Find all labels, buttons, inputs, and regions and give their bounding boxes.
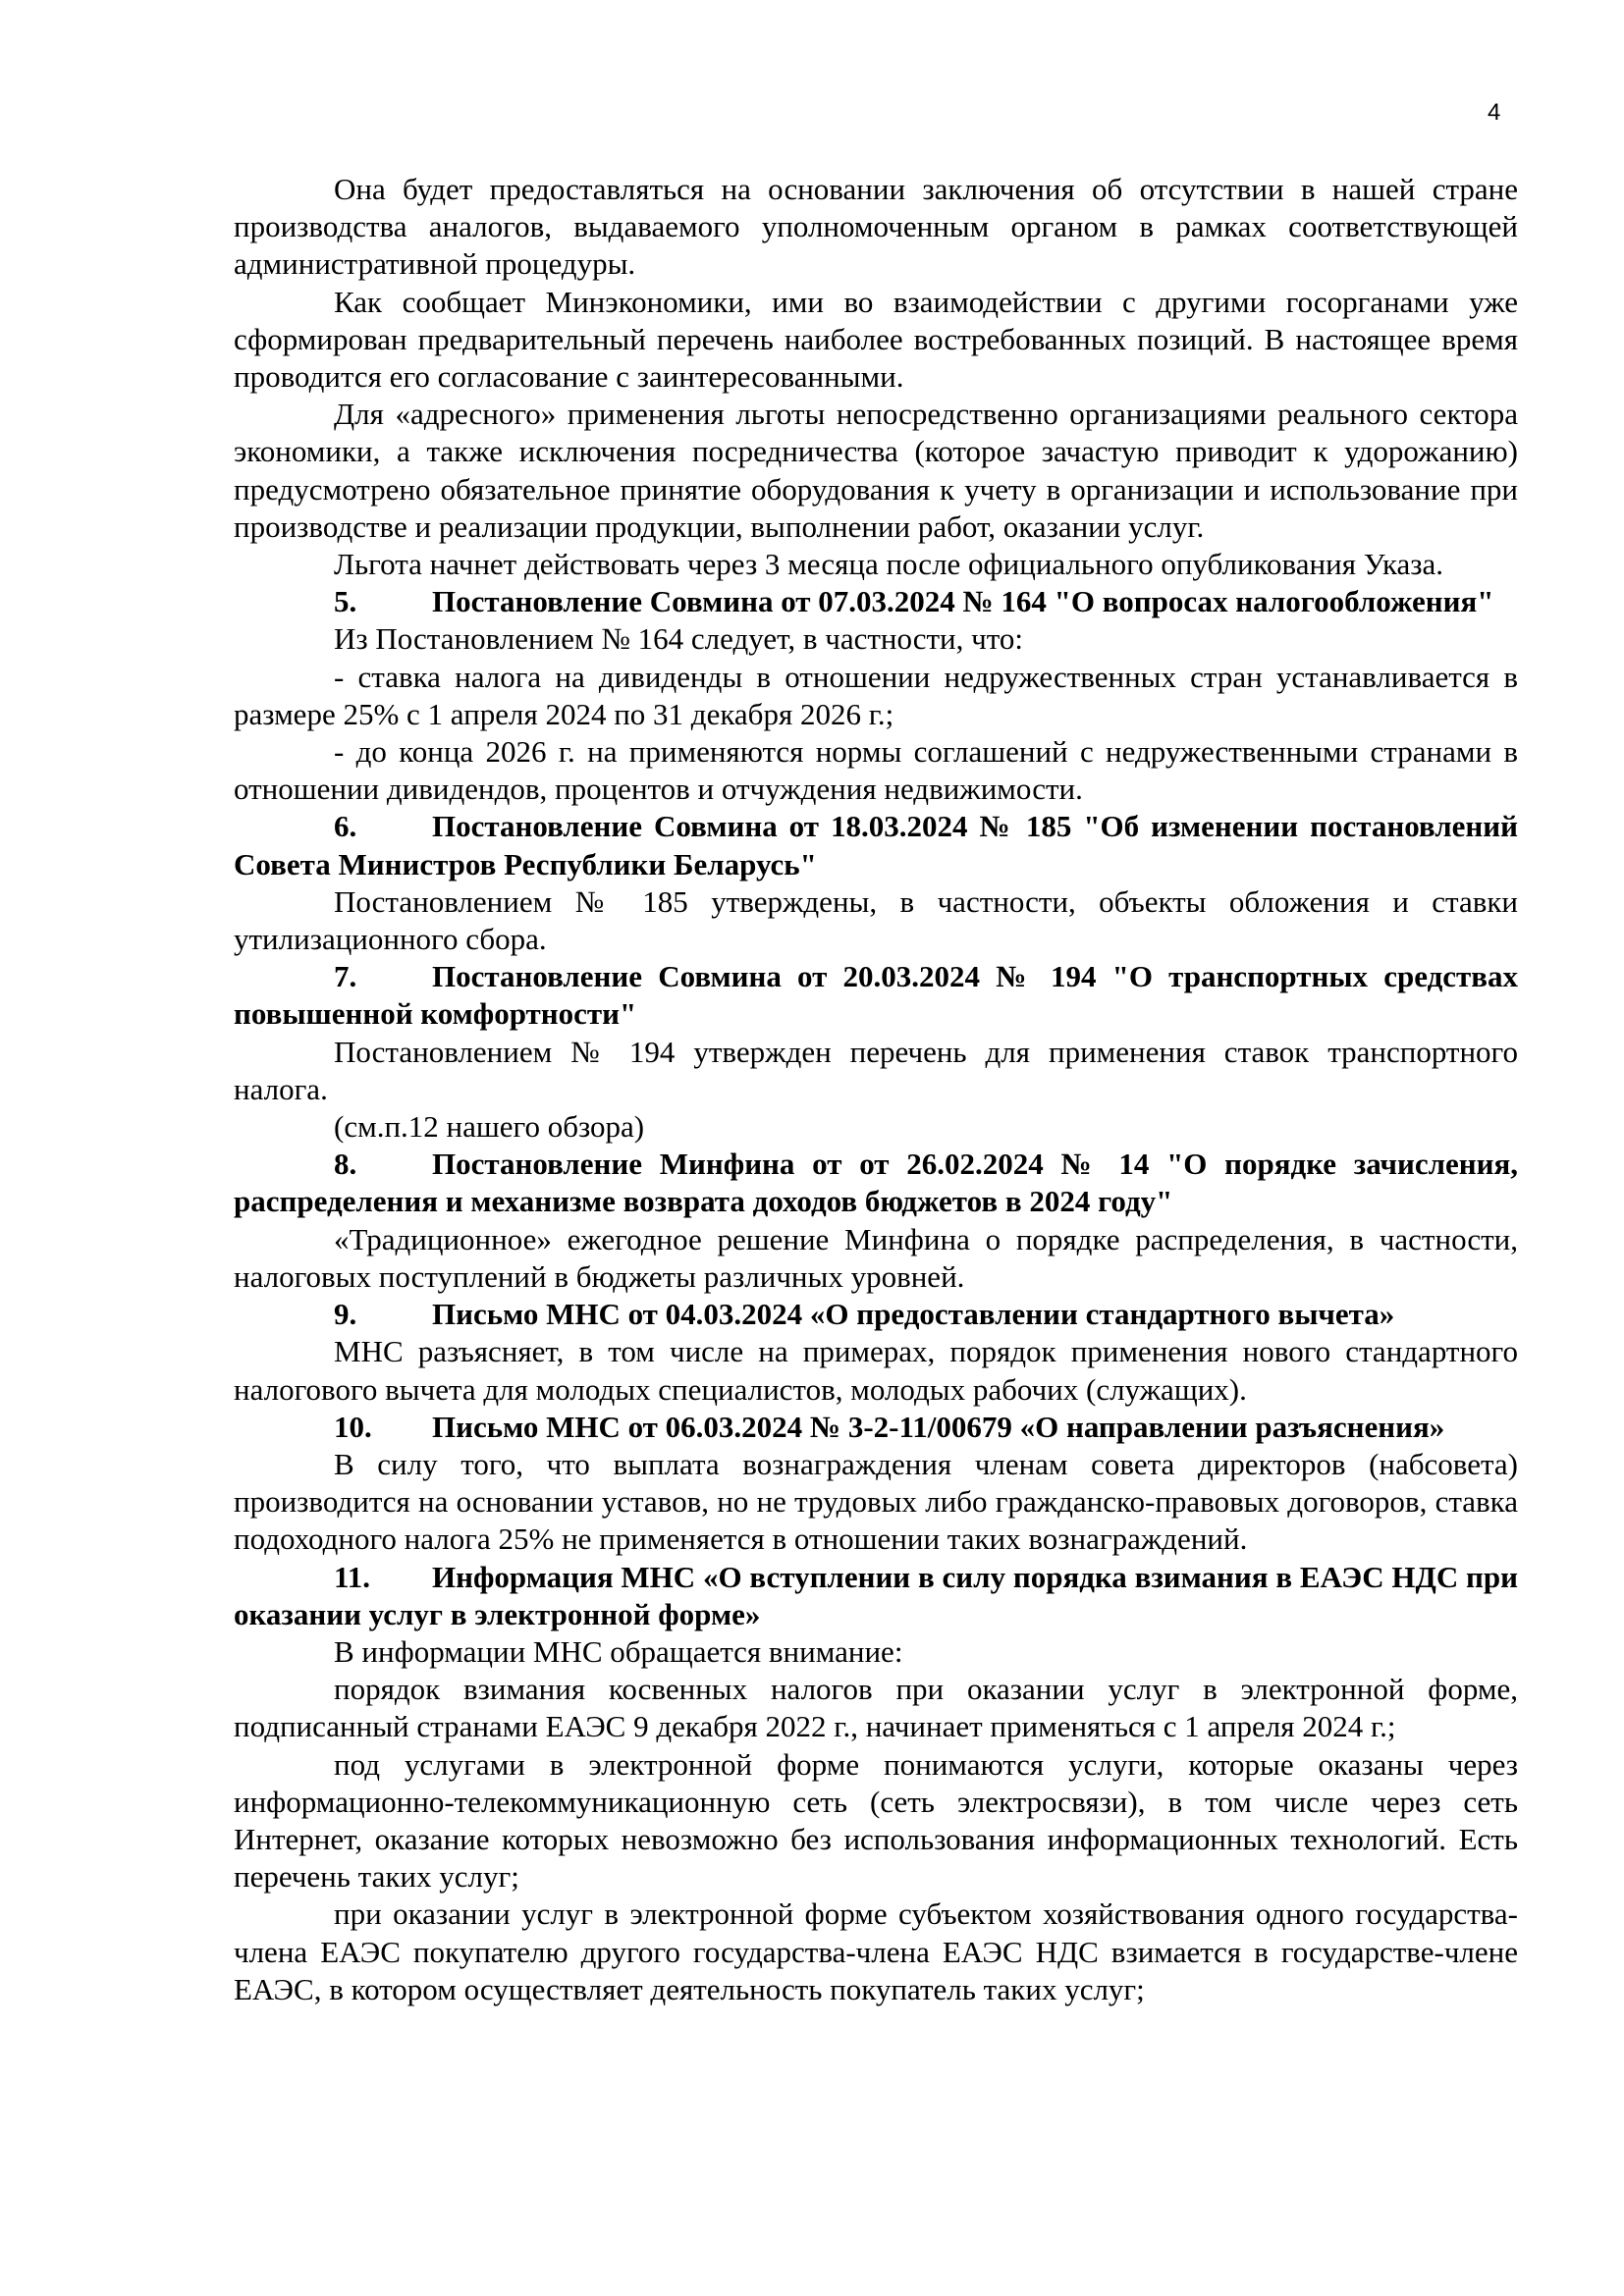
- body-paragraph: Из Постановлением № 164 следует, в частности, что:: [334, 621, 1023, 657]
- section-number: 7.: [334, 959, 357, 994]
- section-heading: [234, 1409, 1518, 1446]
- section-heading: [234, 1296, 1518, 1333]
- section-number: 9.: [334, 1297, 357, 1332]
- body-paragraph: (см.п.12 нашего обзора): [334, 1109, 645, 1145]
- section-title: Постановление Совмина от 18.03.2024 № 185 "Об изменении постановлений Совета Министров Республики Беларусь": [234, 809, 1518, 881]
- body-paragraph: В информации МНС обращается внимание:: [334, 1633, 903, 1669]
- body-paragraph: при оказании услуг в электронной форме субъектом хозяйствования одного государства-члена ЕАЭС покупателю другого государства-члена ЕАЭС НДС взимается в государстве-члене ЕАЭС, в котором осуществляет деятельность покупатель таких услуг;: [234, 1896, 1518, 2006]
- body-paragraph: под услугами в электронной форме понимаются услуги, которые оказаны через информационно-телекоммуникационную сеть (сеть электросвязи), в том числе через сеть Интернет, оказание которых невозможно без использования информационных технологий. Есть перечень таких услуг;: [234, 1746, 1518, 1895]
- section-heading: [234, 958, 1518, 1033]
- section-title: Информация МНС «О вступлении в силу порядка взимания в ЕАЭС НДС при оказании услуг в электронной форме»: [234, 1559, 1518, 1631]
- section-heading: [234, 1146, 1518, 1220]
- body-paragraph: - ставка налога на дивиденды в отношении недружественных стран устанавливается в размере 25% с 1 апреля 2024 по 31 декабря 2026 г.;: [234, 659, 1518, 731]
- section-number: 6.: [334, 809, 357, 844]
- section-heading: [234, 1559, 1518, 1633]
- body-paragraph: В силу того, что выплата вознаграждения членам совета директоров (набсовета) производится на основании уставов, но не трудовых либо гражданско-правовых договоров, ставка подоходного налога 25% не применяется в отношении таких вознаграждений.: [234, 1446, 1518, 1557]
- page-number: 4: [1488, 99, 1501, 126]
- document-body: [234, 171, 1518, 2008]
- body-paragraph: МНС разъясняет, в том числе на примерах, порядок применения нового стандартного налогового вычета для молодых специалистов, молодых рабочих (служащих).: [234, 1334, 1518, 1407]
- body-paragraph: порядок взимания косвенных налогов при оказании услуг в электронной форме, подписанный странами ЕАЭС 9 декабря 2022 г., начинает применяться с 1 апреля 2024 г.;: [234, 1672, 1518, 1744]
- body-paragraph: - до конца 2026 г. на применяются нормы соглашений с недружественными странами в отношении дивидендов, процентов и отчуждения недвижимости.: [234, 734, 1518, 807]
- section-number: 8.: [334, 1147, 357, 1182]
- section-title: Постановление Совмина от 07.03.2024 № 164 "О вопросах налогообложения": [432, 584, 1494, 619]
- body-paragraph: Для «адресного» применения льготы непосредственно организациями реального сектора экономики, а также исключения посредничества (которое зачастую приводит к удорожанию) предусмотрено обязательное принятие оборудования к учету в организации и использование при производстве и реализации продукции, выполнении работ, оказании услуг.: [234, 397, 1518, 544]
- body-paragraph: Она будет предоставляться на основании заключения об отсутствии в нашей стране производства аналогов, выдаваемого уполномоченным органом в рамках соответствующей административной процедуры.: [234, 172, 1518, 282]
- body-paragraph: «Традиционное» ежегодное решение Минфина о порядке распределения, в частности, налоговых поступлений в бюджеты различных уровней.: [234, 1221, 1518, 1294]
- section-title: Письмо МНС от 06.03.2024 № 3-2-11/00679 «О направлении разъяснения»: [432, 1409, 1445, 1444]
- section-number: 5.: [334, 584, 357, 619]
- section-number: 11.: [334, 1559, 371, 1594]
- section-heading: [234, 808, 1518, 882]
- body-paragraph: Как сообщает Минэкономики, ими во взаимодействии с другими госорганами уже сформирован предварительный перечень наиболее востребованных позиций. В настоящее время проводится его согласование с заинтересованными.: [234, 284, 1518, 395]
- section-title: Постановление Минфина от от 26.02.2024 № 14 "О порядке зачисления, распределения и механизме возврата доходов бюджетов в 2024 году": [234, 1147, 1518, 1219]
- section-title: Письмо МНС от 04.03.2024 «О предоставлении стандартного вычета»: [432, 1297, 1395, 1332]
- section-heading: [234, 583, 1518, 620]
- section-title: Постановление Совмина от 20.03.2024 № 194 "О транспортных средствах повышенной комфортности": [234, 959, 1518, 1032]
- body-paragraph: Постановлением № 194 утвержден перечень для применения ставок транспортного налога.: [234, 1034, 1518, 1106]
- body-paragraph: Льгота начнет действовать через 3 месяца после официального опубликования Указа.: [334, 547, 1444, 582]
- section-number: 10.: [334, 1409, 372, 1444]
- body-paragraph: Постановлением № 185 утверждены, в частности, объекты обложения и ставки утилизационного сбора.: [234, 883, 1518, 957]
